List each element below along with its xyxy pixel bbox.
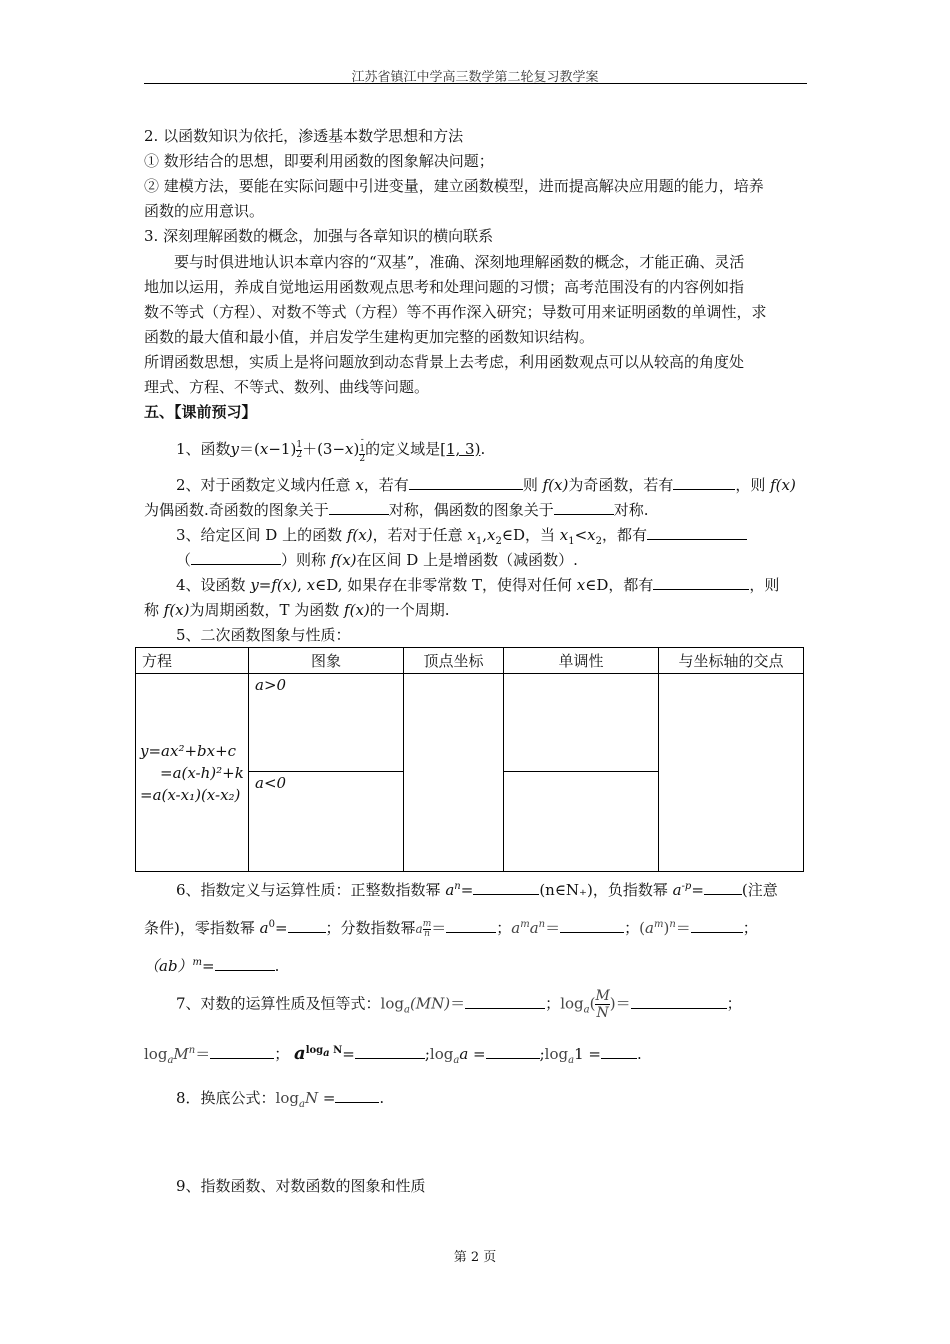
blank-log-one[interactable]	[601, 1044, 637, 1059]
blank-change-of-base[interactable]	[335, 1088, 379, 1103]
intro-para-line4: 函数的最大值和最小值，并启发学生建构更加完整的函数知识结构。	[144, 328, 595, 346]
blank-log-product[interactable]	[465, 994, 545, 1009]
section-5-title: 五、【课前预习】	[144, 403, 257, 421]
equation-factored-form: =a(x-x₁)(x-x₂)	[140, 785, 241, 804]
blank-zero-power[interactable]	[288, 918, 326, 933]
header-rule	[144, 83, 807, 84]
blank-odd-symmetry[interactable]	[329, 500, 389, 515]
blank-monotone-condition[interactable]	[647, 525, 747, 540]
intro-para2-line2: 理式、方程、不等式、数列、曲线等问题。	[144, 378, 430, 396]
blank-product-power[interactable]	[215, 956, 275, 971]
question-3-line2: （ ）则称 f(x)在区间 D 上是增函数（减函数）.	[176, 551, 578, 569]
blank-positive-power[interactable]	[473, 880, 539, 895]
answer-domain: [1, 3)	[440, 440, 481, 458]
blank-decreasing-condition[interactable]	[191, 550, 281, 565]
blank-odd-condition[interactable]	[409, 475, 523, 490]
intro-para-line1: 要与时俱进地认识本章内容的“双基”，准确、深刻地理解函数的概念，才能正确、灵活	[174, 253, 745, 271]
question-8: 8．换底公式：$\log_aN$ = .	[176, 1089, 385, 1110]
intro-item-2: 2. 以函数知识为依托，渗透基本数学思想和方法	[144, 127, 464, 145]
question-3-line1: 3、给定区间 D 上的函数 f(x)，若对于任意 $x_1,x_2\in D$，当 $x_1<x_2$，都有	[176, 523, 808, 554]
table-header-monotonicity: 单调性	[504, 648, 659, 674]
blank-periodic-condition[interactable]	[653, 575, 749, 590]
table-vertex-cell	[404, 674, 504, 872]
table-header-graph: 图象	[249, 648, 404, 674]
intro-item-3: 3. 深刻理解函数的概念，加强与各章知识的横向联系	[144, 227, 494, 245]
intro-para2-line1: 所谓函数思想，实质上是将问题放到动态背景上去考虑，利用函数观点可以从较高的角度处	[144, 353, 745, 371]
blank-even-condition[interactable]	[673, 475, 735, 490]
intro-item-2b-line1: ② 建模方法，要能在实际问题中引进变量，建立函数模型，进而提高解决应用题的能力，培养	[144, 177, 764, 195]
question-1: 1、函数y＝(x−1) $\frac{1}{2}$ ＋(3−x) - 1 2 的定义域是[1, 3).	[176, 435, 486, 464]
blank-log-identity[interactable]	[355, 1044, 425, 1059]
table-header-equation: 方程	[136, 648, 249, 674]
label-a-negative: a<0	[255, 774, 287, 792]
blank-power-of-power[interactable]	[691, 918, 743, 933]
table-header-intercepts: 与坐标轴的交点	[659, 648, 804, 674]
table-graph-a-positive	[249, 674, 404, 772]
intro-para-line3: 数不等式（方程）、对数不等式（方程）等不再作深入研究；导数可用来证明函数的单调性，求	[144, 303, 767, 321]
exponent-half: $\frac{1}{2}$	[296, 439, 303, 460]
blank-log-base[interactable]	[486, 1044, 540, 1059]
blank-even-symmetry[interactable]	[554, 500, 614, 515]
question-2-line1: 2、对于函数定义域内任意 x，若有 则 f(x)为奇函数，若有 ，则 f(x)	[176, 476, 796, 494]
quadratic-properties-table	[135, 647, 804, 872]
intro-item-2b-line2: 函数的应用意识。	[144, 202, 265, 220]
question-7-line2: $\log_aM^n=$ ； $a^{log_a N}=$ $;\log_aa$ = $;\log_a1$ = .	[144, 1043, 642, 1066]
blank-negative-power[interactable]	[704, 880, 742, 895]
blank-fractional-power[interactable]	[446, 918, 496, 933]
blank-log-quotient[interactable]	[631, 994, 727, 1009]
question-9: 9、指数函数、对数函数的图象和性质	[176, 1177, 426, 1195]
label-a-positive: a>0	[255, 676, 287, 694]
page-number: 第 2 页	[453, 1250, 497, 1265]
table-header-vertex: 顶点坐标	[404, 648, 504, 674]
intro-para-line2: 地加以运用，养成自觉地运用函数观点思考和处理问题的习惯；高考范围没有的内容例如指	[144, 278, 745, 296]
equation-vertex-form: =a(x-h)²+k	[160, 763, 244, 782]
question-6-line3: （ab）$^m$= .	[144, 957, 280, 975]
table-monotonicity-a-positive	[504, 674, 659, 772]
question-2-line2: 为偶函数.奇函数的图象关于 对称，偶函数的图象关于 对称.	[144, 501, 649, 519]
question-6-line2: 条件)，零指数幂 $a^0=$ ；分数指数幂a $\frac{m}{n}$ ＝ ；$a^ma^n=$ ；$(a^m)^n=$ ；	[144, 918, 758, 939]
question-4-line2: 称 f(x)为周期函数，T 为函数 f(x)的一个周期.	[144, 601, 450, 619]
question-5-title: 5、二次函数图象与性质：	[176, 626, 351, 644]
intro-item-2a: ① 数形结合的思想，即要利用函数的图象解决问题；	[144, 152, 494, 170]
equation-general: y=ax²+bx+c	[140, 741, 237, 760]
question-6-line1: 6、指数定义与运算性质：正整数指数幂 $a^n=$ (n∈N₊)，负指数幂 $a^{-p}=$ (注意	[176, 881, 778, 899]
page-header: 江苏省镇江中学高三数学第二轮复习教学案	[351, 70, 599, 85]
question-4-line1: 4、设函数 y=f(x), x∈D, 如果存在非零常数 T，使得对任何 x∈D，都有 ，则	[176, 576, 780, 594]
question-7-line1: 7、对数的运算性质及恒等式：$\log_a(MN)=$ ；$\log_a$( $\frac{M}{N}$ )＝ ；	[176, 988, 742, 1021]
exponent-neg-half: - 1 2	[359, 435, 366, 464]
table-intercepts-cell	[659, 674, 804, 872]
table-equation-cell	[136, 674, 249, 872]
table-graph-a-negative	[249, 772, 404, 872]
table-monotonicity-a-negative	[504, 772, 659, 872]
blank-log-power[interactable]	[210, 1044, 274, 1059]
blank-power-product[interactable]	[560, 918, 624, 933]
